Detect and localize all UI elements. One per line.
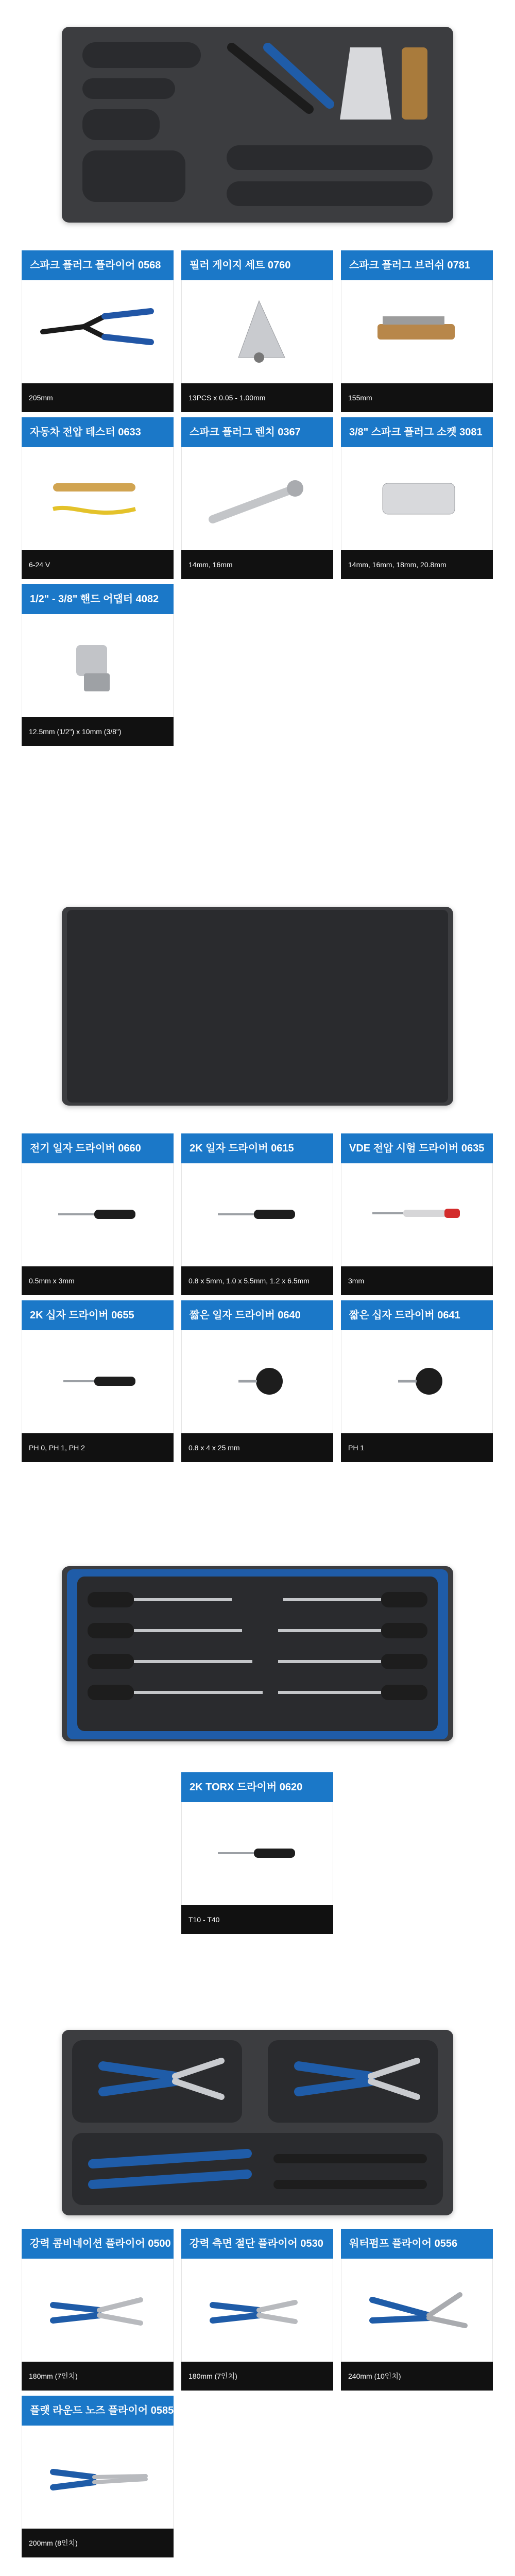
- product-title: 2K TORX 드라이버 0620: [181, 1772, 333, 1802]
- tool-tray-illustration: [62, 2030, 453, 2215]
- wire-brush-icon: [341, 280, 493, 383]
- tool-tray-image-1: [62, 27, 453, 223]
- product-spec: 155mm: [341, 383, 493, 412]
- plug-pliers-icon: [22, 280, 174, 383]
- screwdriver-icon: [22, 1163, 174, 1266]
- product-spec: 205mm: [22, 383, 174, 412]
- product-card[interactable]: [22, 2396, 174, 2557]
- product-spec: 14mm, 16mm: [181, 550, 333, 579]
- product-card[interactable]: [341, 417, 493, 579]
- product-spec: 6-24 V: [22, 550, 174, 579]
- product-card[interactable]: [22, 584, 174, 746]
- product-title: 1/2" - 3/8" 핸드 어댑터 4082: [22, 584, 174, 614]
- combination-pliers-icon: [22, 2259, 174, 2362]
- product-title: 2K 일자 드라이버 0615: [181, 1133, 333, 1163]
- product-title: 워터펌프 플라이어 0556: [341, 2229, 493, 2259]
- product-spec: 180mm (7인치): [181, 2362, 333, 2391]
- product-spec: PH 1: [341, 1433, 493, 1462]
- product-card[interactable]: [181, 1133, 333, 1295]
- tool-tray-image-3: [62, 1566, 453, 1741]
- product-card[interactable]: [181, 1772, 333, 1934]
- voltage-tester-icon: [22, 447, 174, 550]
- product-card[interactable]: [22, 1300, 174, 1462]
- product-card[interactable]: [181, 250, 333, 412]
- product-title: 플랫 라운드 노즈 플라이어 0585: [22, 2396, 174, 2426]
- product-title: 스파크 플러그 플라이어 0568: [22, 250, 174, 280]
- product-title: 스파크 플러그 브러쉬 0781: [341, 250, 493, 280]
- product-card[interactable]: [22, 1133, 174, 1295]
- section-screwdriver-set: [0, 814, 515, 1494]
- product-spec: 14mm, 16mm, 18mm, 20.8mm: [341, 550, 493, 579]
- product-title: 짧은 십자 드라이버 0641: [341, 1300, 493, 1330]
- product-spec: 3mm: [341, 1266, 493, 1295]
- tool-tray-illustration: [62, 1566, 453, 1741]
- product-spec: 0.8 x 4 x 25 mm: [181, 1433, 333, 1462]
- test-screwdriver-icon: [341, 1163, 493, 1266]
- product-card[interactable]: [341, 2229, 493, 2391]
- screwdriver-icon: [22, 1330, 174, 1433]
- product-card[interactable]: [22, 250, 174, 412]
- product-spec: 200mm (8인치): [22, 2529, 174, 2557]
- cutting-pliers-icon: [181, 2259, 333, 2362]
- product-title: 강력 측면 절단 플라이어 0530: [181, 2229, 333, 2259]
- stubby-screwdriver-icon: [341, 1330, 493, 1433]
- stubby-screwdriver-icon: [181, 1330, 333, 1433]
- product-title: 2K 십자 드라이버 0655: [22, 1300, 174, 1330]
- product-card[interactable]: [22, 417, 174, 579]
- product-spec: 12.5mm (1/2") x 10mm (3/8"): [22, 717, 174, 746]
- product-spec: PH 0, PH 1, PH 2: [22, 1433, 174, 1462]
- feeler-gauge-icon: [181, 280, 333, 383]
- product-card[interactable]: [341, 1300, 493, 1462]
- product-title: 전기 일자 드라이버 0660: [22, 1133, 174, 1163]
- product-card[interactable]: [181, 2229, 333, 2391]
- nose-pliers-icon: [22, 2426, 174, 2529]
- product-card[interactable]: [22, 2229, 174, 2391]
- section-pliers-set: [0, 2020, 515, 2576]
- plug-wrench-icon: [181, 447, 333, 550]
- product-card[interactable]: [341, 250, 493, 412]
- product-title: 짧은 일자 드라이버 0640: [181, 1300, 333, 1330]
- product-spec: 0.8 x 5mm, 1.0 x 5.5mm, 1.2 x 6.5mm: [181, 1266, 333, 1295]
- section-torx-set: [0, 1494, 515, 2020]
- product-spec: 13PCS x 0.05 - 1.00mm: [181, 383, 333, 412]
- tool-tray-image-4: [62, 2030, 453, 2215]
- section-spark-plug-set: [0, 0, 515, 814]
- product-spec: 180mm (7인치): [22, 2362, 174, 2391]
- product-title: 자동차 전압 테스터 0633: [22, 417, 174, 447]
- product-title: 스파크 플러그 렌치 0367: [181, 417, 333, 447]
- product-title: 3/8" 스파크 플러그 소켓 3081: [341, 417, 493, 447]
- water-pump-pliers-icon: [341, 2259, 493, 2362]
- product-card[interactable]: [181, 1300, 333, 1462]
- tool-tray-image-2: [62, 907, 453, 1106]
- product-spec: T10 - T40: [181, 1905, 333, 1934]
- product-spec: 0.5mm x 3mm: [22, 1266, 174, 1295]
- adapter-icon: [22, 614, 174, 717]
- product-card[interactable]: [181, 417, 333, 579]
- product-title: 필러 게이지 세트 0760: [181, 250, 333, 280]
- product-title: 강력 콤비네이션 플라이어 0500: [22, 2229, 174, 2259]
- product-title: VDE 전압 시험 드라이버 0635: [341, 1133, 493, 1163]
- plug-socket-icon: [341, 447, 493, 550]
- screwdriver-icon: [181, 1802, 333, 1905]
- product-spec: 240mm (10인치): [341, 2362, 493, 2391]
- screwdriver-icon: [181, 1163, 333, 1266]
- product-card[interactable]: [341, 1133, 493, 1295]
